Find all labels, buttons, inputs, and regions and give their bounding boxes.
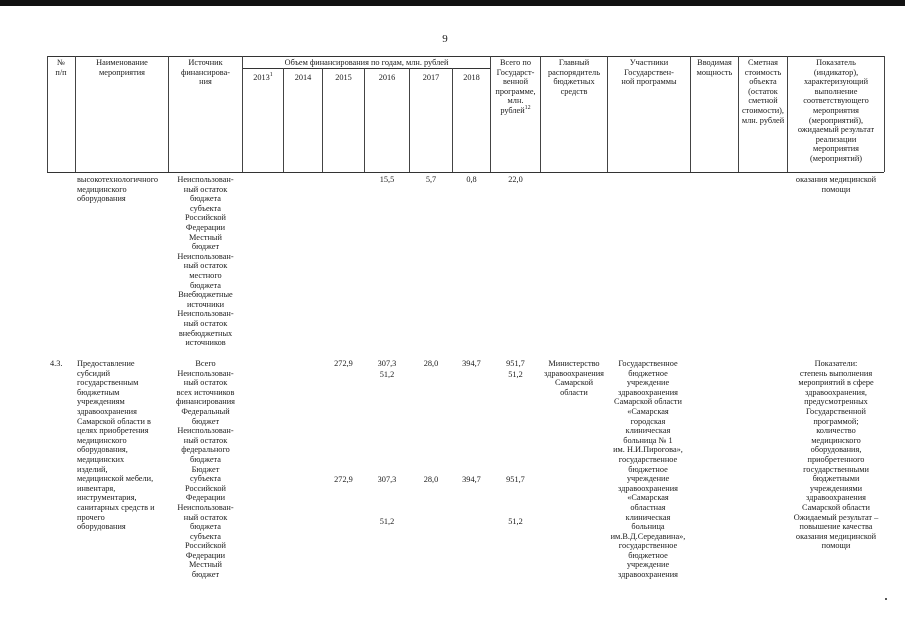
header-indicator: Показатель (индикатор), характеризующий выполнение соответствующего мероприятия (мероприятий), ожидаемый результат реализации мероприятия (мероприятий) xyxy=(797,58,875,163)
row-4-3-sources: Всего Неиспользован- ный остаток всех источников финансирования Федеральный бюджет Неиспользован- ный остаток федерального бюджета Бюджет субъекта Российской Федерации Неиспользован- ный остаток бюджета субъекта Российской Федерации Местный бюджет xyxy=(176,359,235,580)
col-divider xyxy=(884,56,885,172)
continuation-name: высокотехнологичного медицинского оборудования xyxy=(77,175,159,204)
col-divider xyxy=(283,68,284,172)
row-4-3-num: 4.3. xyxy=(50,359,63,368)
col-divider xyxy=(452,68,453,172)
header-volume-title: Объем финансирования по годам, млн. рублей xyxy=(284,58,449,67)
row-4-3-subject-unused-total: 51,2 xyxy=(508,517,523,526)
header-participants: Участники Государствен- ной программы xyxy=(621,58,677,87)
page-number: 9 xyxy=(442,33,448,45)
row-4-3-all-2017: 28,0 xyxy=(423,359,439,368)
row-4-3-subject-2018: 394,7 xyxy=(462,475,481,484)
col-divider xyxy=(322,68,323,172)
continuation-2018: 0,8 xyxy=(466,175,477,184)
row-4-3-all-unused-2016: 51,2 xyxy=(379,370,395,379)
header-bottom-border xyxy=(47,172,884,173)
row-4-3-subject-2017: 28,0 xyxy=(423,475,439,484)
header-manager: Главный распорядитель бюджетных средств xyxy=(548,58,600,96)
row-4-3-all-2015: 272,9 xyxy=(334,359,353,368)
header-capacity: Вводимая мощность xyxy=(696,58,733,77)
continuation-indicator: оказания медицинской помощи xyxy=(795,175,877,194)
row-4-3-subject-2016: 307,3 xyxy=(377,475,397,484)
continuation-2016: 15,5 xyxy=(379,175,395,184)
continuation-sources: Неиспользован- ный остаток бюджета субъекта Российской Федерации Местный бюджет Неиспользован- ный остаток местного бюджета Внебюджетные источники Неиспользован- ный остаток внебюджетных источников xyxy=(177,175,234,348)
col-divider xyxy=(409,68,410,172)
header-name: Наименование мероприятия xyxy=(96,58,148,77)
row-4-3-subject-total: 951,7 xyxy=(506,475,525,484)
row-4-3-all-unused-total: 51,2 xyxy=(508,370,523,379)
page-top-border xyxy=(0,0,905,6)
header-year-2018: 2018 xyxy=(463,73,480,82)
header-year-2017: 2017 xyxy=(422,73,440,82)
row-4-3-subject-unused-2016: 51,2 xyxy=(379,517,395,526)
row-4-3-participants: Государственное бюджетное учреждение здравоохранения Самарской области «Самарская городская клиническая больница № 1 им. Н.И.Пирогова», государственное бюджетное учреждение здравоохранения «Самарская областная клиническая больница им.В.Д.Середавина», государственное бюджетное учреждение здравоохранения xyxy=(610,359,686,580)
col-divider xyxy=(364,68,365,172)
header-estimated-cost: Сметная стоимость объекта (остаток сметной стоимости), млн. рублей xyxy=(741,58,785,125)
continuation-2017: 5,7 xyxy=(425,175,437,184)
header-num: № п/п xyxy=(55,58,67,77)
row-4-3-indicator: Показатели: степень выполнения мероприятий в сфере здравоохранения, предусмотренных Государственной программой; количество медицинского оборудования, приобретенного государственными бюджетными учреждениями здравоохранения Самарской области Ожидаемый результат – повышение качества оказания медицинской помощи xyxy=(793,359,879,551)
header-year-2016: 2016 xyxy=(378,73,396,82)
row-4-3-manager: Министерство здравоохранения Самарской области xyxy=(544,359,604,397)
continuation-total: 22,0 xyxy=(508,175,523,184)
table-top-border xyxy=(47,56,884,57)
row-4-3-subject-2015: 272,9 xyxy=(334,475,353,484)
row-4-3-all-2018: 394,7 xyxy=(462,359,481,368)
header-total: Всего по Государст- венной программе, млн. рублей$^{12}$ xyxy=(495,58,536,115)
header-year-2014: 2014 xyxy=(294,73,312,82)
row-4-3-all-2016: 307,3 xyxy=(377,359,397,368)
header-source: Источник финансирова- ния xyxy=(180,58,231,87)
header-year-2013: 2013$^1$ xyxy=(253,72,273,82)
row-4-3-all-total: 951,7 xyxy=(506,359,525,368)
header-year-2015: 2015 xyxy=(335,73,352,82)
row-4-3-name: Предоставление субсидий государственным бюджетным учреждениям здравоохранения Самарской области в целях приобретения медицинского оборудования, медицинских изделий, медицинской мебели, инвентаря, инструментария, санитарных средств и прочего оборудования xyxy=(77,359,155,532)
scan-speck xyxy=(885,598,887,600)
